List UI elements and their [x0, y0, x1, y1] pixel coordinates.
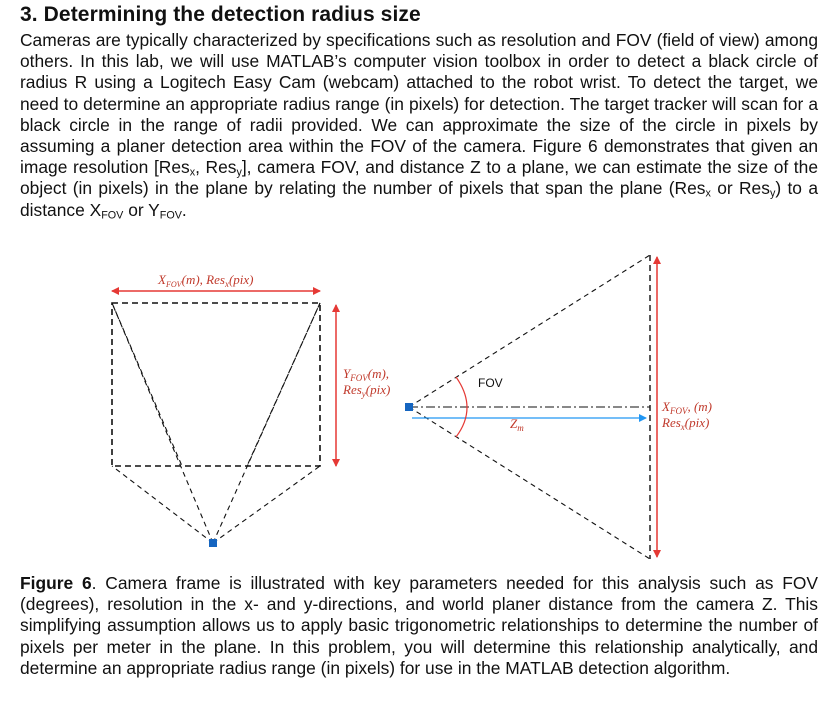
- left-side-label: $Y_{FOV}(m)$,: [343, 366, 390, 383]
- left-side-label-2: Res$_y$(pix): [343, 382, 391, 399]
- right-side-label-2: Res$_x$(pix): [662, 415, 710, 432]
- figure-caption: [20, 573, 818, 679]
- para1-text-b: , Res: [195, 157, 237, 178]
- y-fov-subscript: FOV: [159, 209, 182, 222]
- para1-text-a: Cameras are typically characterized by specifications such as resolution and FOV (field of view) among others. In this lab, we will use MATLAB’s computer vision toolbox in order to detect a black circle of radius R using a Logitech Easy Cam (webcam) attached to the robot wrist. To detect the target, we need to determine an appropriate radius range (in pixels) for detection. The target tracker will scan for a black circle in the range of radii provided. We can approximate the size of the circle in pixels by assuming a planer detection area within the FOV of the camera. Figure 6 demonstrates that given an image resolution [Res: [20, 30, 818, 178]
- caption-text: . Camera frame is illustrated with key parameters needed for this analysis such as FOV (degrees), resolution in the x- and y-directions, and world planer distance from the camera Z. This simplifying assumption allows us to apply basic trigonometric relationships to determine the number of pixels per meter in the plane. In this problem, you will determine this relationship analytically, and determine an appropriate radius range (in pixels) for use in the MATLAB detection algorithm.: [20, 573, 818, 678]
- left-frustum-lines: [112, 303, 320, 543]
- figure-number: Figure 6: [20, 573, 92, 593]
- right-side-label: $X_{FOV}$, (m): [662, 399, 712, 416]
- z-label: $Z_m$: [510, 416, 524, 433]
- left-camera-icon: [209, 539, 217, 547]
- left-image-plane: [112, 303, 320, 466]
- para1-text-g: .: [181, 199, 187, 220]
- res-x-subscript: x: [189, 166, 196, 179]
- section-heading: 3. Determining the detection radius size: [20, 3, 421, 26]
- para1-text-c: ], camera FOV, and distance Z to a plane, we can estimate the size of the object (in pixels) in the plane by relating the number of pixels that span the plane (Res: [20, 157, 818, 199]
- x-fov-subscript: FOV: [101, 209, 124, 222]
- left-top-label: $X_{FOV}(m)$, Res$_x$(pix): [158, 272, 254, 289]
- fov-label: FOV: [478, 376, 503, 390]
- para1-text-d: or Res: [710, 178, 770, 199]
- res-y-subscript-2: y: [769, 188, 776, 201]
- right-camera-icon: [405, 403, 413, 411]
- res-y-subscript: y: [236, 166, 242, 179]
- para1-text-f: or Y: [123, 199, 160, 220]
- para1-text-e: ) to a distance X: [20, 178, 818, 220]
- res-x-subscript-2: x: [705, 188, 711, 201]
